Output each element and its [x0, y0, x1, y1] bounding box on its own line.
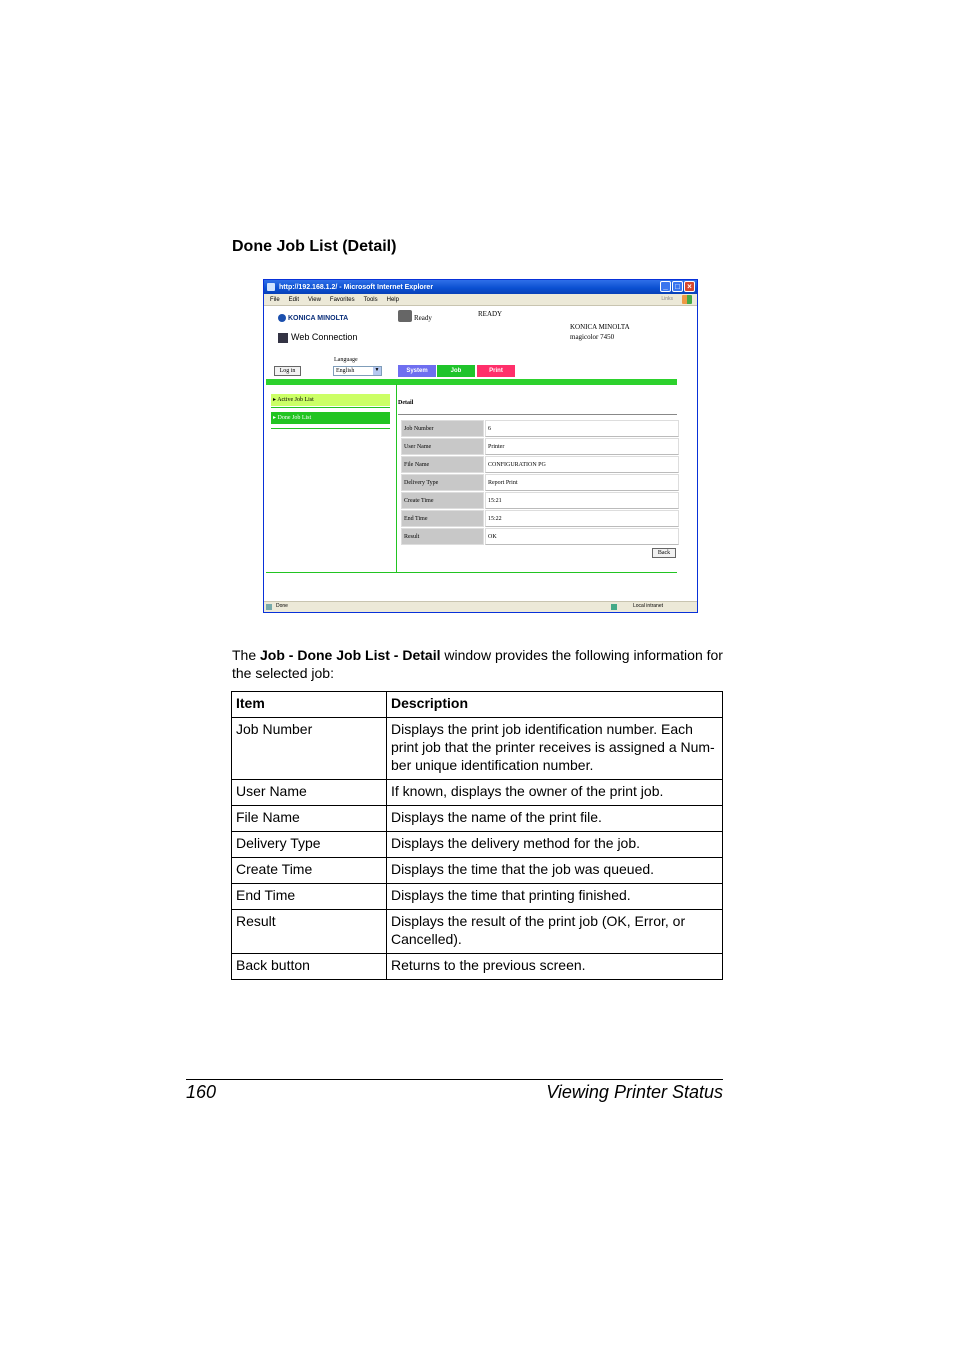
windows-flag-icon — [682, 295, 692, 304]
detail-key: Create Time — [401, 492, 484, 509]
printer-state: Ready — [414, 314, 432, 322]
intranet-icon — [611, 604, 617, 610]
description-cell: Displays the print job identification number. Each print job that the printer receives is assigned a Num-ber unique identification number. — [387, 718, 723, 780]
description-cell: If known, displays the owner of the print job. — [387, 780, 723, 806]
table-row — [232, 884, 723, 910]
language-value: English — [336, 368, 355, 374]
detail-value: 6 — [485, 420, 679, 437]
links-label[interactable]: Links — [661, 296, 673, 302]
status-zone: Local intranet — [632, 603, 663, 609]
menu-tools[interactable]: Tools — [363, 296, 378, 303]
chevron-down-icon[interactable]: ▼ — [374, 368, 380, 373]
table-row — [232, 806, 723, 832]
sidebar-item-label: Done Job List — [277, 415, 312, 421]
table-row — [232, 858, 723, 884]
language-select[interactable] — [333, 366, 382, 376]
detail-value: OK — [485, 528, 679, 545]
tab-system[interactable]: System — [398, 365, 436, 377]
table-row — [401, 438, 679, 455]
brand-logo-text: KONICA MINOLTA — [288, 314, 349, 322]
table-row — [232, 832, 723, 858]
description-table — [231, 691, 723, 980]
back-button[interactable]: Back — [652, 548, 676, 558]
close-icon[interactable]: × — [684, 281, 695, 292]
detail-key: End Time — [401, 510, 484, 527]
item-cell: Back button — [232, 954, 387, 980]
konica-minolta-logo — [278, 314, 348, 322]
window-controls — [660, 281, 695, 292]
menu-bar — [264, 294, 697, 306]
table-row — [232, 718, 723, 780]
item-cell: File Name — [232, 806, 387, 832]
detail-value: Report Print — [485, 474, 679, 491]
triangle-right-icon: ▸ — [273, 415, 277, 421]
menu-file[interactable]: File — [270, 296, 280, 303]
table-row — [401, 420, 679, 437]
status-text: READY — [478, 310, 503, 318]
tab-job[interactable]: Job — [437, 365, 475, 377]
page-number: 160 — [186, 1082, 217, 1102]
menu-favorites[interactable]: Favorites — [329, 296, 355, 303]
description-cell: Displays the time that printing finished. — [387, 884, 723, 910]
detail-value: CONFIGURATION PG — [485, 456, 679, 473]
divider — [271, 428, 390, 429]
model-name: magicolor 7450 — [570, 333, 615, 341]
detail-value: 15:22 — [485, 510, 679, 527]
detail-key: User Name — [401, 438, 484, 455]
table-row — [401, 528, 679, 545]
model-brand: KONICA MINOLTA — [570, 323, 630, 331]
tab-print[interactable]: Print — [477, 365, 515, 377]
login-button[interactable]: Log in — [274, 366, 301, 376]
detail-value: 15:21 — [485, 492, 679, 509]
globe-icon — [278, 314, 286, 322]
intro-prefix: The — [232, 647, 261, 663]
description-cell: Returns to the previous screen. — [387, 954, 723, 980]
detail-value: Printer — [485, 438, 679, 455]
item-cell: Result — [232, 910, 387, 954]
column-header: Description — [387, 692, 723, 718]
description-cell: Displays the name of the print file. — [387, 806, 723, 832]
menu-edit[interactable]: Edit — [288, 296, 300, 303]
item-cell: Job Number — [232, 718, 387, 780]
detail-heading: Detail — [398, 400, 414, 406]
detail-key: File Name — [401, 456, 484, 473]
maximize-icon[interactable]: □ — [672, 281, 683, 292]
section-heading: Done Job List (Detail) — [232, 238, 397, 255]
menu-view[interactable]: View — [308, 296, 321, 303]
web-connection-text: Web Connection — [291, 332, 358, 342]
section-title: Viewing Printer Status — [546, 1082, 723, 1102]
detail-key: Job Number — [401, 420, 484, 437]
divider — [271, 407, 390, 408]
ie-icon — [267, 283, 275, 291]
page-icon — [266, 604, 272, 610]
table-row — [232, 954, 723, 980]
sidebar-item-label: Active Job List — [277, 397, 314, 403]
printer-icon — [398, 310, 412, 322]
triangle-right-icon: ▸ — [273, 397, 277, 403]
table-row — [401, 492, 679, 509]
divider — [398, 414, 677, 415]
page-content — [264, 306, 697, 602]
status-done: Done — [276, 603, 288, 609]
detail-table — [400, 419, 680, 546]
sidebar-item-done-job-list[interactable] — [271, 412, 390, 424]
description-cell: Displays the delivery method for the job. — [387, 832, 723, 858]
item-cell: User Name — [232, 780, 387, 806]
pagescope-logo — [278, 332, 357, 343]
browser-window — [263, 279, 698, 613]
footer-rule — [186, 1079, 723, 1080]
description-cell: Displays the result of the print job (OK, Error, or Cancelled). — [387, 910, 723, 954]
title-bar — [264, 280, 697, 294]
tab-underline-bar — [266, 379, 677, 385]
pagescope-icon — [278, 333, 288, 343]
language-label: Language — [334, 357, 358, 363]
divider — [266, 572, 677, 573]
window-title: http://192.168.1.2/ - Microsoft Internet Explorer — [279, 283, 434, 291]
column-header: Item — [232, 692, 387, 718]
detail-key: Result — [401, 528, 484, 545]
item-cell: End Time — [232, 884, 387, 910]
table-row — [401, 456, 679, 473]
menu-help[interactable]: Help — [386, 296, 399, 303]
divider — [396, 384, 397, 572]
intro-paragraph — [232, 646, 732, 682]
sidebar-item-active-job-list[interactable] — [271, 394, 390, 406]
table-row — [232, 910, 723, 954]
detail-key: Delivery Type — [401, 474, 484, 491]
description-cell: Displays the time that the job was queued. — [387, 858, 723, 884]
table-header-row — [232, 692, 723, 718]
table-row — [232, 780, 723, 806]
item-cell: Create Time — [232, 858, 387, 884]
minimize-icon[interactable]: _ — [660, 281, 671, 292]
intro-suffix: window provides the following information for the selected job: — [232, 647, 723, 681]
status-bar — [264, 601, 697, 612]
table-row — [401, 510, 679, 527]
table-row — [401, 474, 679, 491]
intro-bold: Job - Done Job List - Detail — [260, 647, 441, 663]
item-cell: Delivery Type — [232, 832, 387, 858]
